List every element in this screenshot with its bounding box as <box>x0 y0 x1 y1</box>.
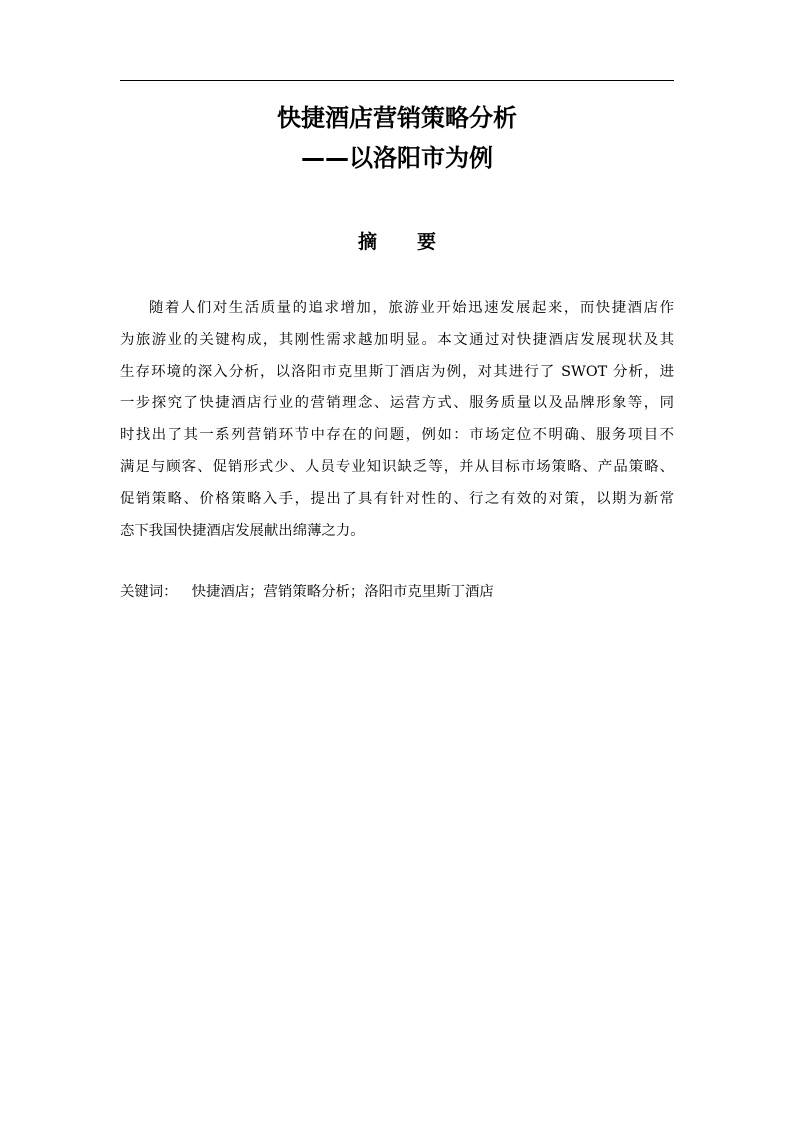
abstract-line: 促销策略、价格策略入手，提出了具有针对性的、行之有效的对策，以期为新常 <box>120 490 674 507</box>
title-main: 快捷酒店营销策略分析 <box>277 104 517 132</box>
abstract-line: 时找出了其一系列营销环节中存在的问题，例如：市场定位不明确、服务项目不 <box>120 427 674 444</box>
keywords-label: 关键词： <box>120 584 178 600</box>
abstract-line: 态下我国快捷酒店发展献出绵薄之力。 <box>120 522 365 539</box>
abstract-line: 随着人们对生活质量的追求增加，旅游业开始迅速发展起来，而快捷酒店作 <box>149 300 674 316</box>
header-rule <box>120 80 674 81</box>
keywords-value: 快捷酒店；营销策略分析；洛阳市克里斯丁酒店 <box>191 584 494 600</box>
abstract-heading-char-2: 要 <box>417 231 437 253</box>
document-title <box>120 98 674 178</box>
abstract-heading <box>120 228 674 256</box>
keywords-row <box>120 578 674 606</box>
abstract-line: 生存环境的深入分析，以洛阳市克里斯丁酒店为例，对其进行了 SWOT 分析，进 <box>120 363 674 380</box>
abstract-line: 满足与顾客、促销形式少、人员专业知识缺乏等，并从目标市场策略、产品策略、 <box>120 458 674 475</box>
abstract-line: 一步探究了快捷酒店行业的营销理念、运营方式、服务质量以及品牌形象等，同 <box>120 395 674 412</box>
title-subtitle: ——以洛阳市为例 <box>301 144 493 172</box>
abstract-heading-char-1: 摘 <box>357 231 377 253</box>
abstract-body <box>120 293 674 547</box>
abstract-line: 为旅游业的关键构成，其刚性需求越加明显。本文通过对快捷酒店发展现状及其 <box>120 331 674 348</box>
